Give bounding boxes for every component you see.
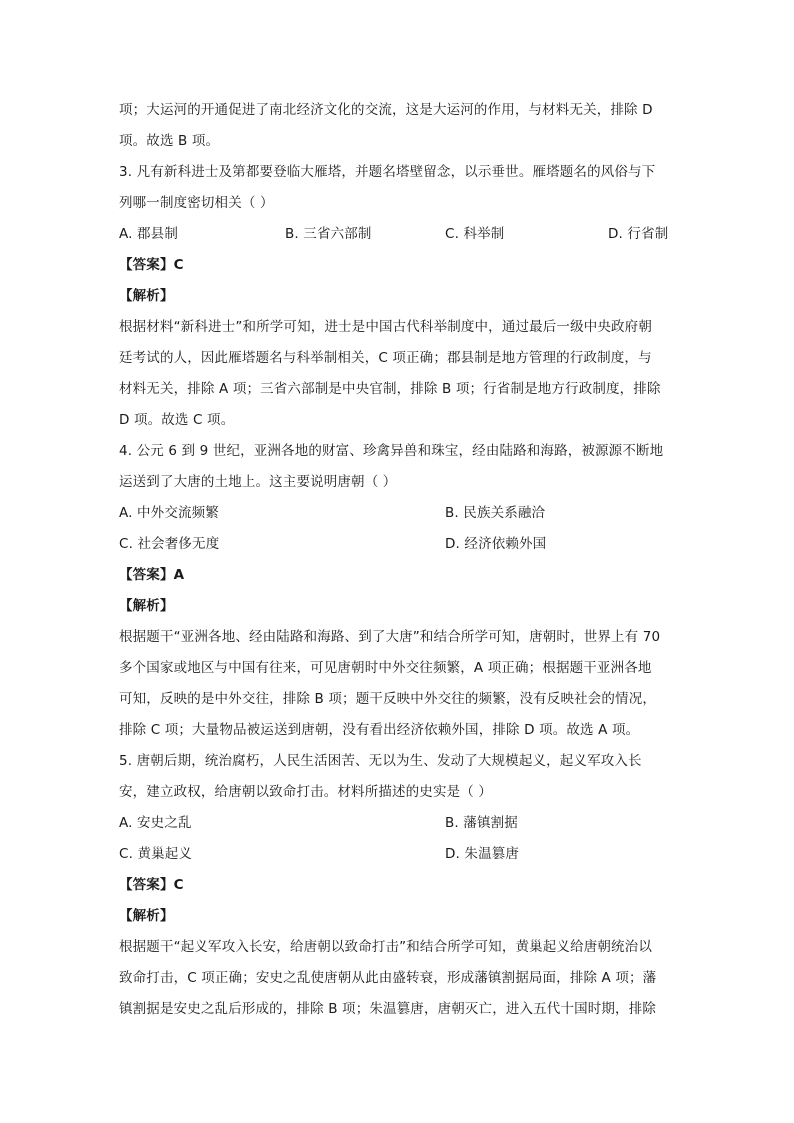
option-row xyxy=(119,498,675,529)
text-line: 可知，反映的是中外交往，排除 B 项；题干反映中外交往的频繁，没有反映社会的情况， xyxy=(119,691,656,707)
text-line: 多个国家或地区与中国有往来，可见唐朝时中外交往频繁，A 项正确；根据题干亚洲各地 xyxy=(119,660,652,676)
text-line: 致命打击，C 项正确；安史之乱使唐朝从此由盛转衰，形成藩镇割据局面，排除 A 项；藩 xyxy=(119,970,657,986)
text-line: 项；大运河的开通促进了南北经济文化的交流，这是大运河的作用，与材料无关，排除 D xyxy=(119,102,653,118)
text-line: 列哪一制度密切相关（ ） xyxy=(119,195,274,211)
answer-option: D. 经济依赖外国 xyxy=(445,536,547,552)
text-line: 4. 公元 6 到 9 世纪，亚洲各地的财富、珍禽异兽和珠宝，经由陆路和海路，被源源不断地 xyxy=(119,443,664,459)
text-line: 根据材料“新科进士”和所学可知，进士是中国古代科举制度中，通过最后一级中央政府朝 xyxy=(119,319,652,335)
text-line: 排除 C 项；大量物品被运送到唐朝，没有看出经济依赖外国，排除 D 项。故选 A 项。 xyxy=(119,722,640,738)
answer-option: D. 朱温篡唐 xyxy=(445,846,520,862)
answer-option: C. 科举制 xyxy=(445,226,505,242)
text-line: 项。故选 B 项。 xyxy=(119,133,220,149)
option-row xyxy=(119,219,675,250)
text-line: 镇割据是安史之乱后形成的，排除 B 项；朱温篡唐，唐朝灭亡，进入五代十国时期，排除 xyxy=(119,1001,656,1017)
answer-option: A. 郡县制 xyxy=(119,226,178,242)
text-line: D 项。故选 C 项。 xyxy=(119,412,235,428)
answer-option: B. 三省六部制 xyxy=(285,226,372,242)
text-line: 根据题干“起义军攻入长安，给唐朝以致命打击”和结合所学可知，黄巢起义给唐朝统治以 xyxy=(119,939,652,955)
analysis-heading: 【解析】 xyxy=(119,288,174,304)
answer-option: D. 行省制 xyxy=(608,226,669,242)
text-line: 3. 凡有新科进士及第都要登临大雁塔，并题名塔壁留念，以示垂世。雁塔题名的风俗与下 xyxy=(119,164,656,180)
analysis-heading: 【解析】 xyxy=(119,598,174,614)
text-line: 5. 唐朝后期，统治腐朽，人民生活困苦、无以为生、发动了大规模起义，起义军攻入长 xyxy=(119,753,642,769)
document-body xyxy=(119,95,675,1025)
option-row xyxy=(119,839,675,870)
option-row xyxy=(119,808,675,839)
answer-line: 【答案】C xyxy=(119,257,184,273)
answer-option: C. 社会奢侈无度 xyxy=(119,536,220,552)
text-line: 运送到了大唐的土地上。这主要说明唐朝（ ） xyxy=(119,474,397,490)
answer-option: C. 黄巢起义 xyxy=(119,846,193,862)
text-line: 安，建立政权，给唐朝以致命打击。材料所描述的史实是（ ） xyxy=(119,784,492,800)
text-line: 材料无关，排除 A 项；三省六部制是中央官制，排除 B 项；行省制是地方行政制度，排除 xyxy=(119,381,661,397)
answer-line: 【答案】C xyxy=(119,877,184,893)
analysis-heading: 【解析】 xyxy=(119,908,174,924)
answer-option: A. 安史之乱 xyxy=(119,815,192,831)
answer-line: 【答案】A xyxy=(119,567,185,583)
answer-option: B. 民族关系融洽 xyxy=(445,505,546,521)
text-line: 根据题干“亚洲各地、经由陆路和海路、到了大唐”和结合所学可知，唐朝时，世界上有 70 xyxy=(119,629,661,645)
answer-option: B. 藩镇割据 xyxy=(445,815,518,831)
option-row xyxy=(119,529,675,560)
answer-option: A. 中外交流频繁 xyxy=(119,505,219,521)
text-line: 廷考试的人，因此雁塔题名与科举制相关，C 项正确；郡县制是地方管理的行政制度，与 xyxy=(119,350,652,366)
